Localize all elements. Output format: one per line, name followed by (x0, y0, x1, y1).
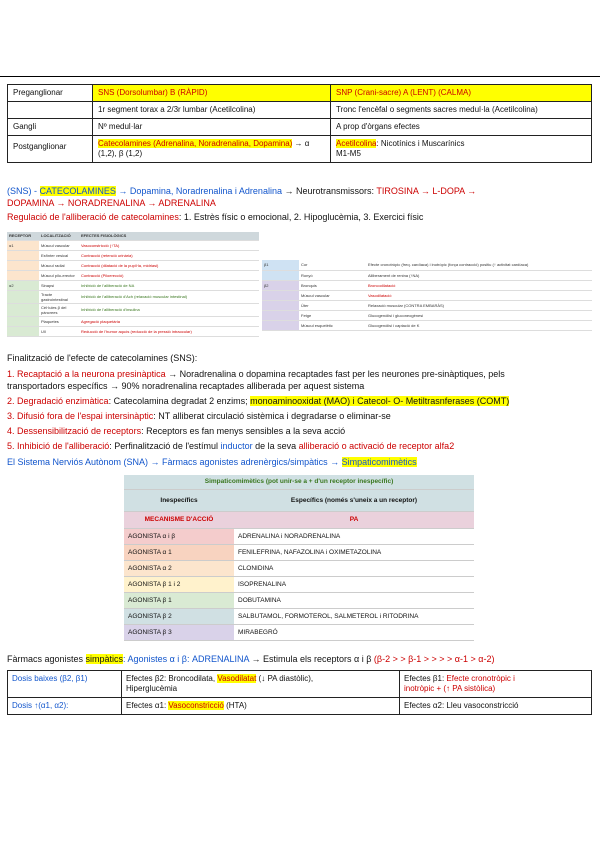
catecolamines-label: CATECOLAMINES (39, 186, 116, 196)
table-row (7, 290, 259, 303)
agonist-cell: AGONISTA β 1 (124, 592, 234, 608)
receptor-cell (7, 290, 39, 303)
row-label (8, 102, 93, 119)
effect-cell: Vasoconstricció (↑TA) (79, 240, 259, 250)
snp-cell (331, 136, 592, 163)
agonists-title: Simpaticomimètics (pot unir-se a + d'un receptor inespecífic) (124, 475, 474, 489)
table-row (124, 528, 474, 544)
receptor-cell (7, 326, 39, 336)
table-row (8, 85, 592, 102)
row-label: Preganglionar (8, 85, 93, 102)
effect-cell: Broncodilatació (366, 280, 592, 290)
point-5-text: : Perfinalització de l'estímul (109, 441, 221, 451)
drug-cell: ISOPRENALINA (234, 576, 474, 592)
location-cell: Esfínter vesical (39, 250, 79, 260)
table-row (7, 240, 259, 250)
header-cell: LOCALITZACIÓ (39, 232, 79, 240)
point-4-text: : Receptors es fan menys sensibles a la seva acció (141, 426, 346, 436)
drug-cell: ADRENALINA i NORADRENALINA (234, 528, 474, 544)
point-2-title: 2. Degradació enzimàtica (7, 396, 109, 406)
table-row (124, 592, 474, 608)
effect-text: (↓ PA diastòlic), (256, 674, 314, 683)
regulacio-text: : 1. Estrès físic o emocional, 2. Hipoglucèmia, 3. Exercici físic (178, 212, 424, 222)
location-cell: Fetge (299, 310, 366, 320)
catecolamines-line (7, 186, 476, 197)
row-label: Gangli (8, 119, 93, 136)
potency-order: (β-2 > > β-1 > > > > α-1 > α-2) (373, 654, 495, 664)
location-cell: Tracte gastrointestinal (39, 290, 79, 303)
agonist-cell: AGONISTA α 1 (124, 544, 234, 560)
table-row (262, 280, 592, 290)
synthesis-chain-2: DOPAMINA → NORADRENALINA → ADRENALINA (7, 198, 216, 208)
point-5-title: 5. Inhibició de l'alliberació (7, 441, 110, 451)
table-row (8, 136, 592, 163)
location-cell: Cèl·lules β del pàncrees (39, 303, 79, 316)
col-header: Específics (només s'uneix a un receptor) (234, 489, 474, 511)
effect-text: inotròpic + (↑ PA sistòlica) (404, 684, 496, 693)
receptor-cell: α2 (7, 280, 39, 290)
table-row (124, 544, 474, 560)
agonist-cell: AGONISTA α i β (124, 528, 234, 544)
effect-cell: Efecte cronotròpic (freq. cardíaca) i inotròpic (força contracció) positiu (↑ activitat cardíaca) (366, 260, 592, 270)
table-row (262, 260, 592, 270)
point-2 (7, 396, 509, 407)
beta2-effects (122, 671, 400, 698)
receptor-cell (7, 260, 39, 270)
sns-cell: 1r segment torax a 2/3r lumbar (Acetilcolina) (93, 102, 331, 119)
point-4 (7, 426, 345, 437)
alpha2-effects: Efectes α2: Lleu vasoconstricció (400, 698, 592, 715)
sna-line (7, 457, 417, 468)
point-1-cont: transportadors específics → 90% noradrenalina recaptades alliberada per aquest sistema (7, 381, 365, 391)
finalitzacio-title: Finalització de l'efecte de catecolamines (SNS): (7, 353, 198, 363)
farmacs-line (7, 654, 494, 665)
receptor-cell (7, 303, 39, 316)
regulacio-line (7, 212, 423, 223)
location-cell: Múscul vascular (299, 290, 366, 300)
location-cell: Bronquis (299, 280, 366, 290)
receptor-cell (262, 310, 299, 320)
receptor-cell (7, 316, 39, 326)
table-row (7, 316, 259, 326)
table-header (124, 489, 474, 511)
snp-cell: A prop d'òrgans efectes (331, 119, 592, 136)
effect-cell: Contracció (dilatació de la pupil·la, midriasi) (79, 260, 259, 270)
point-5-text2: de la seva (252, 441, 299, 451)
effect-cell: Agregació plaquetària (79, 316, 259, 326)
effect-cell: Relaxació muscular (CONTRA EMBARÀS) (366, 300, 592, 310)
catecolamines-highlight: Catecolamines (Adrenalina, Noradrenalina, Dopamina) (98, 139, 293, 148)
point-4-title: 4. Dessensibilització de receptors (7, 426, 142, 436)
effect-text: Efecte cronotròpic i (446, 674, 515, 683)
table-row (8, 102, 592, 119)
receptor-table-beta (262, 260, 592, 331)
effect-cell: Glucogenòlisi i gluconeogènesi (366, 310, 592, 320)
table-row (7, 280, 259, 290)
table-row (124, 576, 474, 592)
receptor-cell: α1 (7, 240, 39, 250)
table-row (262, 310, 592, 320)
effect-cell: Glucogenòlisi i captació de K (366, 320, 592, 330)
agonist-cell: AGONISTA β 1 i 2 (124, 576, 234, 592)
point-1-text: → Noradrenalina o dopamina recaptades fast per les neurones pre-sinàptiques, pels (165, 369, 505, 379)
effect-cell: Vasodilatació (366, 290, 592, 300)
point-3-title: 3. Difusió fora de l'espai intersinàptic (7, 411, 154, 421)
location-cell: Sinapsi (39, 280, 79, 290)
effect-cell: Inhibició de l'alliberació de NA (79, 280, 259, 290)
effect-cell: Contracció (retenció urinària) (79, 250, 259, 260)
agonists-table (124, 475, 474, 641)
acetilcolina-highlight: Acetilcolina (336, 139, 377, 148)
point-1 (7, 369, 505, 380)
alpha1-effects (122, 698, 400, 715)
effect-text: (HTA) (223, 701, 247, 710)
sna-text: El Sistema Nerviós Autònom (SNA) → Fàrmacs agonistes adrenèrgics/simpàtics → (7, 457, 342, 467)
agonist-cell: AGONISTA β 2 (124, 608, 234, 624)
drug-cell: FENILEFRINA, NAFAZOLINA i OXIMETAZOLINA (234, 544, 474, 560)
dose-label: Dosis baixes (β2, β1) (8, 671, 122, 698)
table-row (262, 320, 592, 330)
table-row (262, 300, 592, 310)
point-3 (7, 411, 391, 422)
receptors-text: → α (1,2), β (1,2) (98, 139, 310, 158)
table-row (7, 260, 259, 270)
location-cell: Múscul radial (39, 260, 79, 270)
m-receptors: M1-M5 (336, 149, 361, 158)
snp-header: SNP (Crani-sacre) A (LENT) (CALMA) (331, 85, 592, 102)
receptor-cell (7, 250, 39, 260)
table-header (124, 511, 474, 528)
simpaticomimetics-highlight: Simpaticomimètics (341, 457, 417, 467)
table-row (8, 698, 592, 715)
receptor-cell (262, 290, 299, 300)
regulacio-title: Regulació de l'alliberació de catecolamines (7, 212, 179, 222)
catecolamines-list: → Dopamina, Noradrenalina i Adrenalina (115, 186, 282, 196)
sns-cell (93, 136, 331, 163)
location-cell: Múscul pilo-erector (39, 270, 79, 280)
point-2-text: : Catecolamina degradat 2 enzims; (108, 396, 251, 406)
table-row (262, 270, 592, 280)
table-row (262, 290, 592, 300)
top-rule (0, 76, 600, 77)
col-header: Inespecífics (124, 489, 234, 511)
receptor-cell (7, 270, 39, 280)
effect-text: Efectes β2: Broncodilata, (126, 674, 218, 683)
mech-header: MECANISME D'ACCIÓ (124, 511, 234, 528)
effect-text: Efectes β1: (404, 674, 447, 683)
receptor-cell (262, 320, 299, 330)
point-1-title: 1. Recaptació a la neurona presinàptica (7, 369, 166, 379)
agonist-cell: AGONISTA α 2 (124, 560, 234, 576)
effect-cell: Inhibició de l'alliberació d'insulina (79, 303, 259, 316)
effect-text: Hiperglucèmia (126, 684, 178, 693)
drug-cell: CLONIDINA (234, 560, 474, 576)
beta1-effects (400, 671, 592, 698)
neurotransmissors-label: → Neurotransmissors: (281, 186, 377, 196)
sns-header: SNS (Dorsolumbar) B (RÀPID) (93, 85, 331, 102)
location-cell: Ronyó (299, 270, 366, 280)
dose-table (7, 670, 592, 715)
table-row (7, 250, 259, 260)
table-row (124, 624, 474, 640)
effect-text: Efectes α1: (126, 701, 169, 710)
table-row (124, 608, 474, 624)
effect-cell: Contracció (Piloerecció) (79, 270, 259, 280)
location-cell: Ull (39, 326, 79, 336)
synthesis-chain: TIROSINA → L-DOPA → (376, 186, 477, 196)
table-row (7, 303, 259, 316)
dose-label: Dosis ↑(α1, α2): (8, 698, 122, 715)
effect-cell: Reducció de l'humor aquós (reducció de la pressió intraocular) (79, 326, 259, 336)
pa-header: PA (234, 511, 474, 528)
table-row (8, 119, 592, 136)
snp-cell: Tronc l'encèfal o segments sacres medul·la (Acetilcolina) (331, 102, 592, 119)
sns-snp-table (7, 84, 592, 163)
location-cell: Múscul vascular (39, 240, 79, 250)
receptor-table (7, 232, 259, 337)
drug-cell: DOBUTAMINA (234, 592, 474, 608)
receptor-cell (262, 270, 299, 280)
point-5 (7, 441, 454, 452)
table-row (8, 671, 592, 698)
receptor-cell: β2 (262, 280, 299, 290)
sns-prefix: (SNS) - (7, 186, 40, 196)
drug-cell: SALBUTAMOL, FORMOTEROL, SALMETEROL i RITODRINA (234, 608, 474, 624)
estimula-text: → Estimula els receptors α i β (248, 654, 374, 664)
table-row (124, 560, 474, 576)
table-row (7, 270, 259, 280)
inductor-word: inductor (220, 441, 253, 451)
header-cell: EFECTES FISIOLÒGICS (79, 232, 259, 240)
effect-cell: Inhibició de l'alliberació d'Ach (relaxació muscular intestinal) (79, 290, 259, 303)
farmacs-text: Fàrmacs agonistes (7, 654, 86, 664)
location-cell: Múscul esquelètic (299, 320, 366, 330)
drug-cell: MIRABEGRÓ (234, 624, 474, 640)
location-cell: Úter (299, 300, 366, 310)
table-row (7, 326, 259, 336)
simpatics-highlight: simpàtics (85, 654, 124, 664)
receptors-text: : Nicotínics i Muscarínics (376, 139, 465, 148)
header-cell: RECEPTOR (7, 232, 39, 240)
agonist-cell: AGONISTA β 3 (124, 624, 234, 640)
table-header (124, 475, 474, 489)
sns-cell: Nº medul·lar (93, 119, 331, 136)
table-header (7, 232, 259, 240)
point-5-tail: alliberació o activació de receptor alfa2 (298, 441, 455, 451)
enzymes-highlight: monoaminooxidat (MAO) i Catecol- O- Metiltrasnferases (COMT) (250, 396, 510, 406)
effect-cell: Alliberament de renina (↑NA) (366, 270, 592, 280)
vasodilatat-highlight: Vasodilatat (217, 674, 257, 683)
location-cell: Cor (299, 260, 366, 270)
point-3-text: : NT alliberat circulació sistèmica i degradarse o eliminar-se (153, 411, 391, 421)
row-label: Postganglionar (8, 136, 93, 163)
agonistes-text: : Agonistes α i β: ADRENALINA (123, 654, 249, 664)
location-cell: Plaquetes (39, 316, 79, 326)
receptor-cell: β1 (262, 260, 299, 270)
receptor-cell (262, 300, 299, 310)
vasoconstriccio-highlight: Vasoconstricció (168, 701, 224, 710)
